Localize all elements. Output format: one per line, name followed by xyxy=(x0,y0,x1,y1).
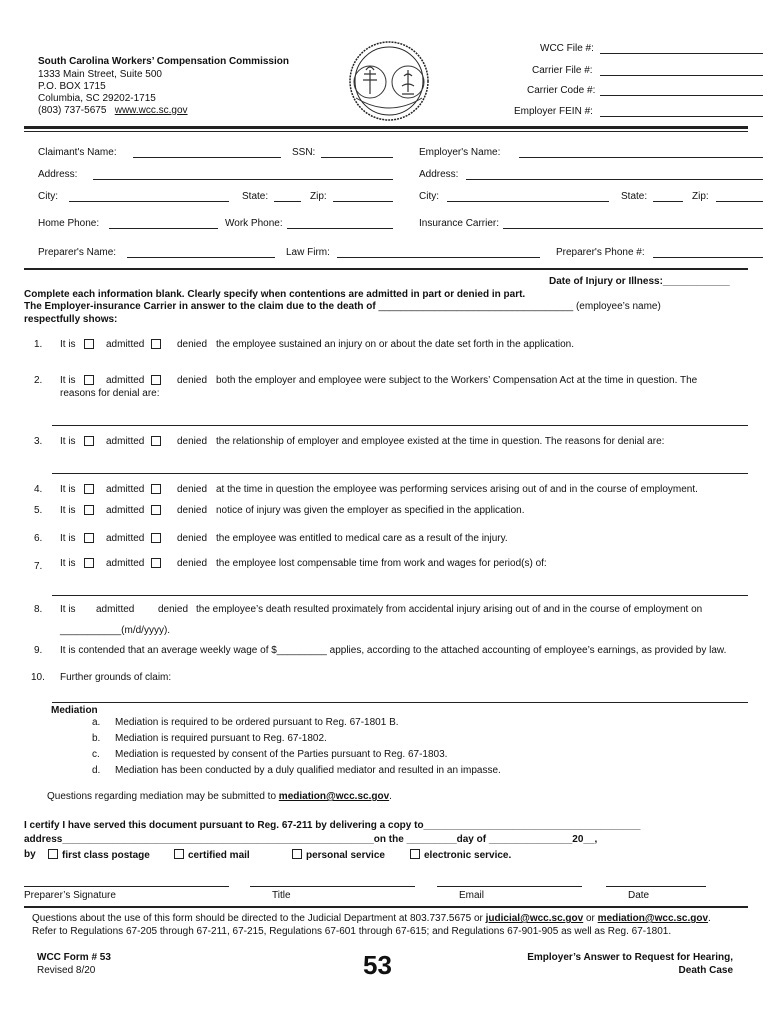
item3-reason-line[interactable] xyxy=(52,473,748,474)
mediation-letter: a. xyxy=(92,717,101,728)
preparer-phone-label: Preparer's Phone #: xyxy=(556,247,645,258)
respectfully-shows: respectfully shows: xyxy=(24,314,118,325)
intro-line2a: The Employer-insurance Carrier in answer to the claim due to the death of xyxy=(24,301,376,312)
header-divider xyxy=(24,126,748,129)
date-of-injury[interactable]: Date of Injury or Illness:____________ xyxy=(549,276,730,287)
mediation-text: Mediation is required to be ordered pursuant to Reg. 67-1801 B. xyxy=(115,717,399,728)
org-contact xyxy=(38,105,188,116)
item-number: 1. xyxy=(34,339,43,350)
admitted-checkbox[interactable] xyxy=(84,558,94,568)
item-text: the employee lost compensable time from work and wages for period(s) of: xyxy=(216,558,547,569)
org-address2: P.O. BOX 1715 xyxy=(38,81,106,92)
or-text: or xyxy=(585,913,595,924)
item-text: Further grounds of claim: xyxy=(60,672,172,683)
denied-checkbox[interactable] xyxy=(151,436,161,446)
item-number: 4. xyxy=(34,484,43,495)
date-line[interactable] xyxy=(606,886,706,887)
first-class-postage-option[interactable] xyxy=(48,849,150,861)
period: . xyxy=(708,913,711,924)
law-firm-input[interactable] xyxy=(337,257,540,258)
claimant-name-input[interactable] xyxy=(133,157,281,158)
claimant-city-input[interactable] xyxy=(69,201,229,202)
item7-period-line[interactable] xyxy=(52,595,748,596)
item-text: both the employer and employee were subject to the Workers’ Compensation Act at the time in question. The xyxy=(216,375,698,386)
wcc-file-label: WCC File #: xyxy=(540,43,594,54)
law-firm-label: Law Firm: xyxy=(286,247,330,258)
denied-label: denied xyxy=(177,339,208,350)
mediation-option-a[interactable] xyxy=(92,717,399,728)
carrier-code-label: Carrier Code #: xyxy=(527,85,596,96)
home-phone-label: Home Phone: xyxy=(38,218,100,229)
item-number: 2. xyxy=(34,375,43,386)
it-is-label: It is xyxy=(60,484,76,495)
email-label: Email xyxy=(459,890,485,901)
preparer-signature-label: Preparer’s Signature xyxy=(24,890,116,901)
admitted-checkbox[interactable] xyxy=(84,375,94,385)
state-seal-icon xyxy=(344,40,434,122)
denied-label: denied xyxy=(177,484,208,495)
email-line[interactable] xyxy=(437,886,582,887)
employer-zip-input[interactable] xyxy=(716,201,763,202)
org-website-link[interactable]: www.wcc.sc.gov xyxy=(114,105,188,116)
work-phone-input[interactable] xyxy=(287,228,393,229)
item-number: 9. xyxy=(34,645,43,656)
insurance-carrier-input[interactable] xyxy=(503,228,763,229)
item-6 xyxy=(34,533,508,544)
checkbox[interactable] xyxy=(48,849,58,859)
footer-q1-text: Questions about the use of this form should be directed to the Judicial Department at 803.737.5675 or xyxy=(32,913,483,924)
preparer-name-input[interactable] xyxy=(127,257,275,258)
employee-name-hint: (employee’s name) xyxy=(575,301,661,312)
preparer-name-label: Preparer's Name: xyxy=(38,247,117,258)
org-address3: Columbia, SC 29202-1715 xyxy=(38,93,156,104)
option-label: first class postage xyxy=(62,850,150,861)
claimant-city-label: City: xyxy=(38,191,58,202)
item-text: the relationship of employer and employee existed at the time in question. The reasons for denial are: xyxy=(216,436,665,447)
fields-divider xyxy=(24,268,748,270)
claimant-address-label: Address: xyxy=(38,169,78,180)
item-9 xyxy=(34,645,727,656)
item-10 xyxy=(31,672,172,683)
option-label: electronic service. xyxy=(424,850,512,861)
footer-questions xyxy=(32,913,711,924)
home-phone-input[interactable] xyxy=(109,228,218,229)
it-is-label: It is xyxy=(60,505,76,516)
item-text: the employee was entitled to medical care as a result of the injury. xyxy=(216,533,508,544)
mediation-title: Mediation xyxy=(51,705,98,716)
item-number: 8. xyxy=(34,604,43,615)
denied-option[interactable]: denied xyxy=(158,604,189,615)
admitted-label: admitted xyxy=(106,436,145,447)
mediation-text: Mediation is required pursuant to Reg. 67-1802. xyxy=(115,733,327,744)
title-line[interactable] xyxy=(250,886,415,887)
item-number: 5. xyxy=(34,505,43,516)
claimant-state-label: State: xyxy=(242,191,269,202)
personal-service-option[interactable] xyxy=(292,849,385,861)
mediation-email-link[interactable]: mediation@wcc.sc.gov xyxy=(278,791,390,802)
it-is-label: It is xyxy=(60,436,76,447)
admitted-checkbox[interactable] xyxy=(84,436,94,446)
mediation-questions xyxy=(47,791,392,802)
org-phone: (803) 737-5675 xyxy=(38,105,107,116)
period: . xyxy=(389,791,392,802)
mediation-text: Mediation is requested by consent of the Parties pursuant to Reg. 67-1803. xyxy=(115,749,448,760)
wcc-file-input[interactable] xyxy=(600,53,763,54)
title-label: Title xyxy=(272,890,291,901)
claimant-zip-label: Zip: xyxy=(310,191,327,202)
denied-checkbox[interactable] xyxy=(151,558,161,568)
carrier-file-label: Carrier File #: xyxy=(532,65,593,76)
item-5 xyxy=(34,505,525,516)
admitted-label: admitted xyxy=(106,558,145,569)
employee-name-input[interactable]: ___________________________________ xyxy=(378,301,574,312)
employer-fein-label: Employer FEIN #: xyxy=(514,106,593,117)
item-4 xyxy=(34,484,698,495)
employer-address-label: Address: xyxy=(419,169,459,180)
denied-checkbox[interactable] xyxy=(151,375,161,385)
item-text: the employee sustained an injury on or about the date set forth in the application. xyxy=(216,339,575,350)
employer-zip-label: Zip: xyxy=(692,191,709,202)
work-phone-label: Work Phone: xyxy=(225,218,283,229)
admitted-checkbox[interactable] xyxy=(84,484,94,494)
claimant-address-input[interactable] xyxy=(93,179,393,180)
date-label: Date xyxy=(628,890,650,901)
item-text-cont: reasons for denial are: xyxy=(60,388,160,399)
judicial-email-link[interactable]: judicial@wcc.sc.gov xyxy=(485,913,584,924)
org-name: South Carolina Workers’ Compensation Commission xyxy=(38,56,289,67)
ssn-input[interactable] xyxy=(321,157,393,158)
item-number: 3. xyxy=(34,436,43,447)
instructions: Complete each information blank. Clearly specify when contentions are admitted in part or denied in part. xyxy=(24,289,526,300)
denied-label: denied xyxy=(177,375,208,386)
item-text: notice of injury was given the employer as specified in the application. xyxy=(216,505,525,516)
denied-label: denied xyxy=(177,505,208,516)
carrier-file-input[interactable] xyxy=(600,75,763,76)
mediation-questions-text: Questions regarding mediation may be submitted to xyxy=(47,791,277,802)
item-7 xyxy=(34,558,547,572)
item-number: 6. xyxy=(34,533,43,544)
item-text: at the time in question the employee was performing services arising out of and in the course of employment. xyxy=(216,484,698,495)
carrier-code-input[interactable] xyxy=(600,95,763,96)
footer-mediation-email-link[interactable]: mediation@wcc.sc.gov xyxy=(597,913,709,924)
mediation-text: Mediation has been conducted by a duly qualified mediator and resulted in an impasse. xyxy=(115,765,501,776)
admitted-checkbox[interactable] xyxy=(84,339,94,349)
it-is-label: It is xyxy=(60,375,76,386)
claimant-name-label: Claimant's Name: xyxy=(38,147,117,158)
checkbox[interactable] xyxy=(174,849,184,859)
electronic-service-option[interactable] xyxy=(410,849,511,861)
mediation-letter: b. xyxy=(92,733,101,744)
it-is-label: It is xyxy=(60,558,76,569)
item8-date-input[interactable]: ___________(m/d/yyyy). xyxy=(60,625,171,636)
it-is-label: It is xyxy=(60,533,76,544)
option-label: certified mail xyxy=(188,850,250,861)
employer-address-input[interactable] xyxy=(466,179,763,180)
mediation-option-c[interactable] xyxy=(92,749,448,760)
item-1 xyxy=(34,339,575,350)
employer-name-label: Employer's Name: xyxy=(419,147,501,158)
claimant-state-input[interactable] xyxy=(274,201,301,202)
admitted-label: admitted xyxy=(106,505,145,516)
employer-state-input[interactable] xyxy=(653,201,683,202)
employee-name-line xyxy=(24,301,661,312)
form-title-line2: Death Case xyxy=(678,965,733,976)
admitted-label: admitted xyxy=(106,533,145,544)
admitted-checkbox[interactable] xyxy=(84,533,94,543)
claimant-zip-input[interactable] xyxy=(333,201,393,202)
employer-city-label: City: xyxy=(419,191,439,202)
it-is-label: It is xyxy=(60,339,76,350)
denied-checkbox[interactable] xyxy=(151,505,161,515)
item2-reason-line[interactable] xyxy=(52,425,748,426)
certify-line2[interactable]: address________________________________________________________on the _________day of _______________20__, xyxy=(24,834,598,845)
form-big-number: 53 xyxy=(363,950,392,980)
item10-grounds-line[interactable] xyxy=(52,702,748,703)
mediation-letter: d. xyxy=(92,765,101,776)
form-number: WCC Form # 53 xyxy=(37,952,111,963)
admitted-label: admitted xyxy=(106,484,145,495)
by-label: by xyxy=(24,849,36,860)
item-3 xyxy=(34,436,665,447)
item-8 xyxy=(34,604,703,615)
denied-checkbox[interactable] xyxy=(151,533,161,543)
mediation-letter: c. xyxy=(92,749,100,760)
service-method-row xyxy=(24,849,512,861)
ssn-label: SSN: xyxy=(292,147,316,158)
option-label: personal service xyxy=(306,850,385,861)
mediation-option-b[interactable] xyxy=(92,733,327,744)
checkbox[interactable] xyxy=(410,849,420,859)
admitted-option[interactable]: admitted xyxy=(96,604,135,615)
mediation-option-d[interactable] xyxy=(92,765,501,776)
org-address1: 1333 Main Street, Suite 500 xyxy=(38,69,162,80)
employer-name-input[interactable] xyxy=(519,157,763,158)
preparer-signature-line[interactable] xyxy=(24,886,229,887)
item-2 xyxy=(34,375,698,399)
form-revised: Revised 8/20 xyxy=(37,965,96,976)
employer-state-label: State: xyxy=(621,191,648,202)
it-is-label: It is xyxy=(60,604,76,615)
employer-fein-input[interactable] xyxy=(600,116,763,117)
footer-regulations: Refer to Regulations 67-205 through 67-211, 67-215, Regulations 67-601 through 67-615; and Regulations 67-901-905 as well as Reg. 67-1801. xyxy=(32,926,672,937)
item-number: 7. xyxy=(34,561,43,572)
checkbox[interactable] xyxy=(292,849,302,859)
certify-line1[interactable]: I certify I have served this document pursuant to Reg. 67-211 by delivering a copy to_______________________________________ xyxy=(24,820,641,831)
denied-label: denied xyxy=(177,436,208,447)
certified-mail-option[interactable] xyxy=(174,849,250,861)
admitted-label: admitted xyxy=(106,339,145,350)
preparer-phone-input[interactable] xyxy=(653,257,763,258)
footer-divider xyxy=(24,906,748,908)
item-text: It is contended that an average weekly wage of $_________ applies, according to the attached accounting of employee’s earnings, as provided by law. xyxy=(60,645,727,656)
item-number: 10. xyxy=(31,672,45,683)
form-title-line1: Employer’s Answer to Request for Hearing, xyxy=(527,952,733,963)
employer-city-input[interactable] xyxy=(447,201,609,202)
item-text: the employee’s death resulted proximately from accidental injury arising out of and in the course of employment on xyxy=(196,604,703,615)
admitted-checkbox[interactable] xyxy=(84,505,94,515)
denied-label: denied xyxy=(177,533,208,544)
insurance-carrier-label: Insurance Carrier: xyxy=(419,218,500,229)
admitted-label: admitted xyxy=(106,375,145,386)
denied-checkbox[interactable] xyxy=(151,484,161,494)
header-divider-thin xyxy=(24,131,748,132)
denied-checkbox[interactable] xyxy=(151,339,161,349)
denied-label: denied xyxy=(177,558,208,569)
